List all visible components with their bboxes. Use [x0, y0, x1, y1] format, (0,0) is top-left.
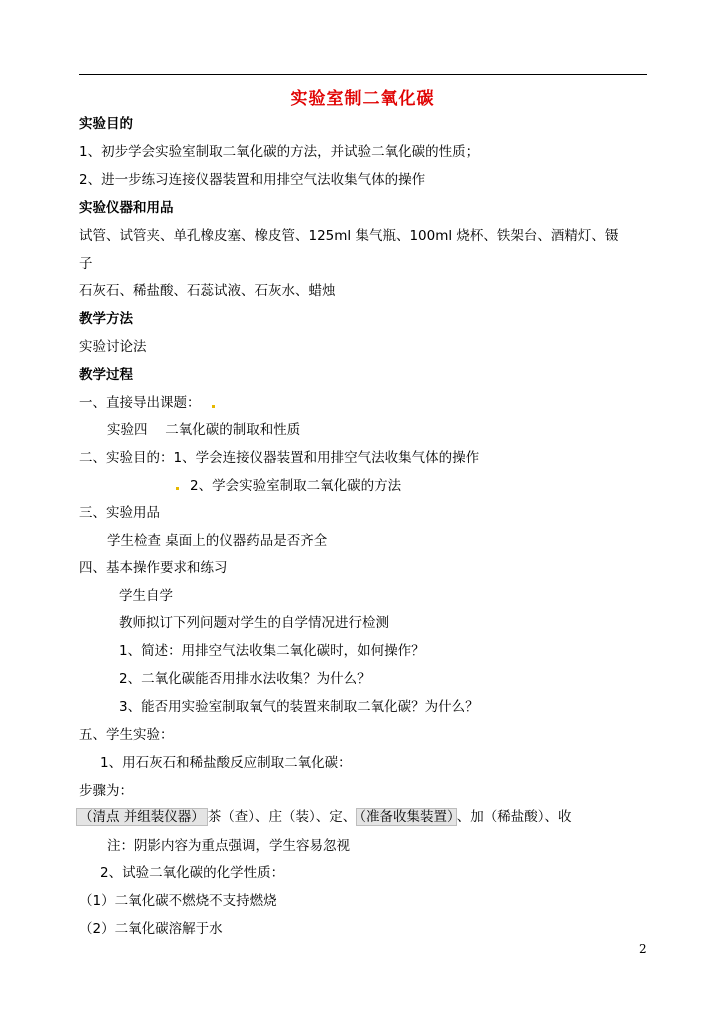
section-5: 五、学生实验： [79, 727, 174, 743]
steps-line [76, 808, 572, 826]
purpose-item-1: 1、初步学会实验室制取二氧化碳的方法，并试验二氧化碳的性质； [79, 144, 480, 160]
document-title: 实验室制二氧化碳 [290, 89, 435, 109]
process-heading: 教学过程 [79, 367, 133, 383]
header-rule [79, 74, 647, 75]
section-5-item-2: 2、试验二氧化碳的化学性质： [100, 865, 285, 881]
question-3: 3、能否用实验室制取氧气的装置来制取二氧化碳？为什么？ [119, 699, 479, 715]
marker-dot [176, 487, 179, 490]
section-1: 一、直接导出课题： [79, 395, 201, 411]
section-3: 三、实验用品 [79, 505, 160, 521]
page-number: 2 [639, 942, 647, 956]
marker-dot [212, 405, 215, 408]
steps-label: 步骤为： [79, 783, 133, 799]
question-1: 1、简述：用排空气法收集二氧化碳时，如何操作？ [119, 643, 425, 659]
section-2: 二、实验目的：1、学会连接仪器装置和用排空气法收集气体的操作 [79, 450, 480, 466]
question-2: 2、二氧化碳能否用排水法收集？为什么？ [119, 671, 371, 687]
section-4-self-study: 学生自学 [119, 588, 173, 604]
steps-highlight-1: （清点 并组装仪器） [76, 808, 208, 826]
equipment-line-1: 试管、试管夹、单孔橡皮塞、橡皮管、125ml 集气瓶、100ml 烧杯、铁架台、酒精灯、镊 [79, 228, 619, 244]
method-heading: 教学方法 [79, 311, 133, 327]
section-1-sub: 实验四 二氧化碳的制取和性质 [107, 422, 301, 438]
section-3-sub: 学生检查 桌面上的仪器药品是否齐全 [107, 533, 328, 549]
steps-end: 、加（稀盐酸）、收 [456, 809, 572, 825]
property-2: （2）二氧化碳溶解于水 [79, 921, 223, 937]
purpose-heading: 实验目的 [79, 116, 133, 132]
section-2-sub: 2、学会实验室制取二氧化碳的方法 [190, 478, 402, 494]
steps-highlight-2: （准备收集装置） [356, 808, 457, 826]
section-4: 四、基本操作要求和练习 [79, 560, 228, 576]
property-1: （1）二氧化碳不燃烧不支持燃烧 [79, 893, 277, 909]
materials-line: 石灰石、稀盐酸、石蕊试液、石灰水、蜡烛 [79, 283, 336, 299]
equipment-heading: 实验仪器和用品 [79, 200, 174, 216]
purpose-item-2: 2、进一步练习连接仪器装置和用排空气法收集气体的操作 [79, 172, 426, 188]
note-line: 注：阴影内容为重点强调，学生容易忽视 [107, 838, 350, 854]
equipment-line-2: 子 [79, 256, 93, 272]
section-5-item-1: 1、用石灰石和稀盐酸反应制取二氧化碳： [100, 755, 352, 771]
steps-middle: 茶（查）、庄（装）、定、 [207, 809, 357, 825]
section-4-teacher: 教师拟订下列问题对学生的自学情况进行检测 [119, 615, 389, 631]
method-text: 实验讨论法 [79, 339, 147, 355]
